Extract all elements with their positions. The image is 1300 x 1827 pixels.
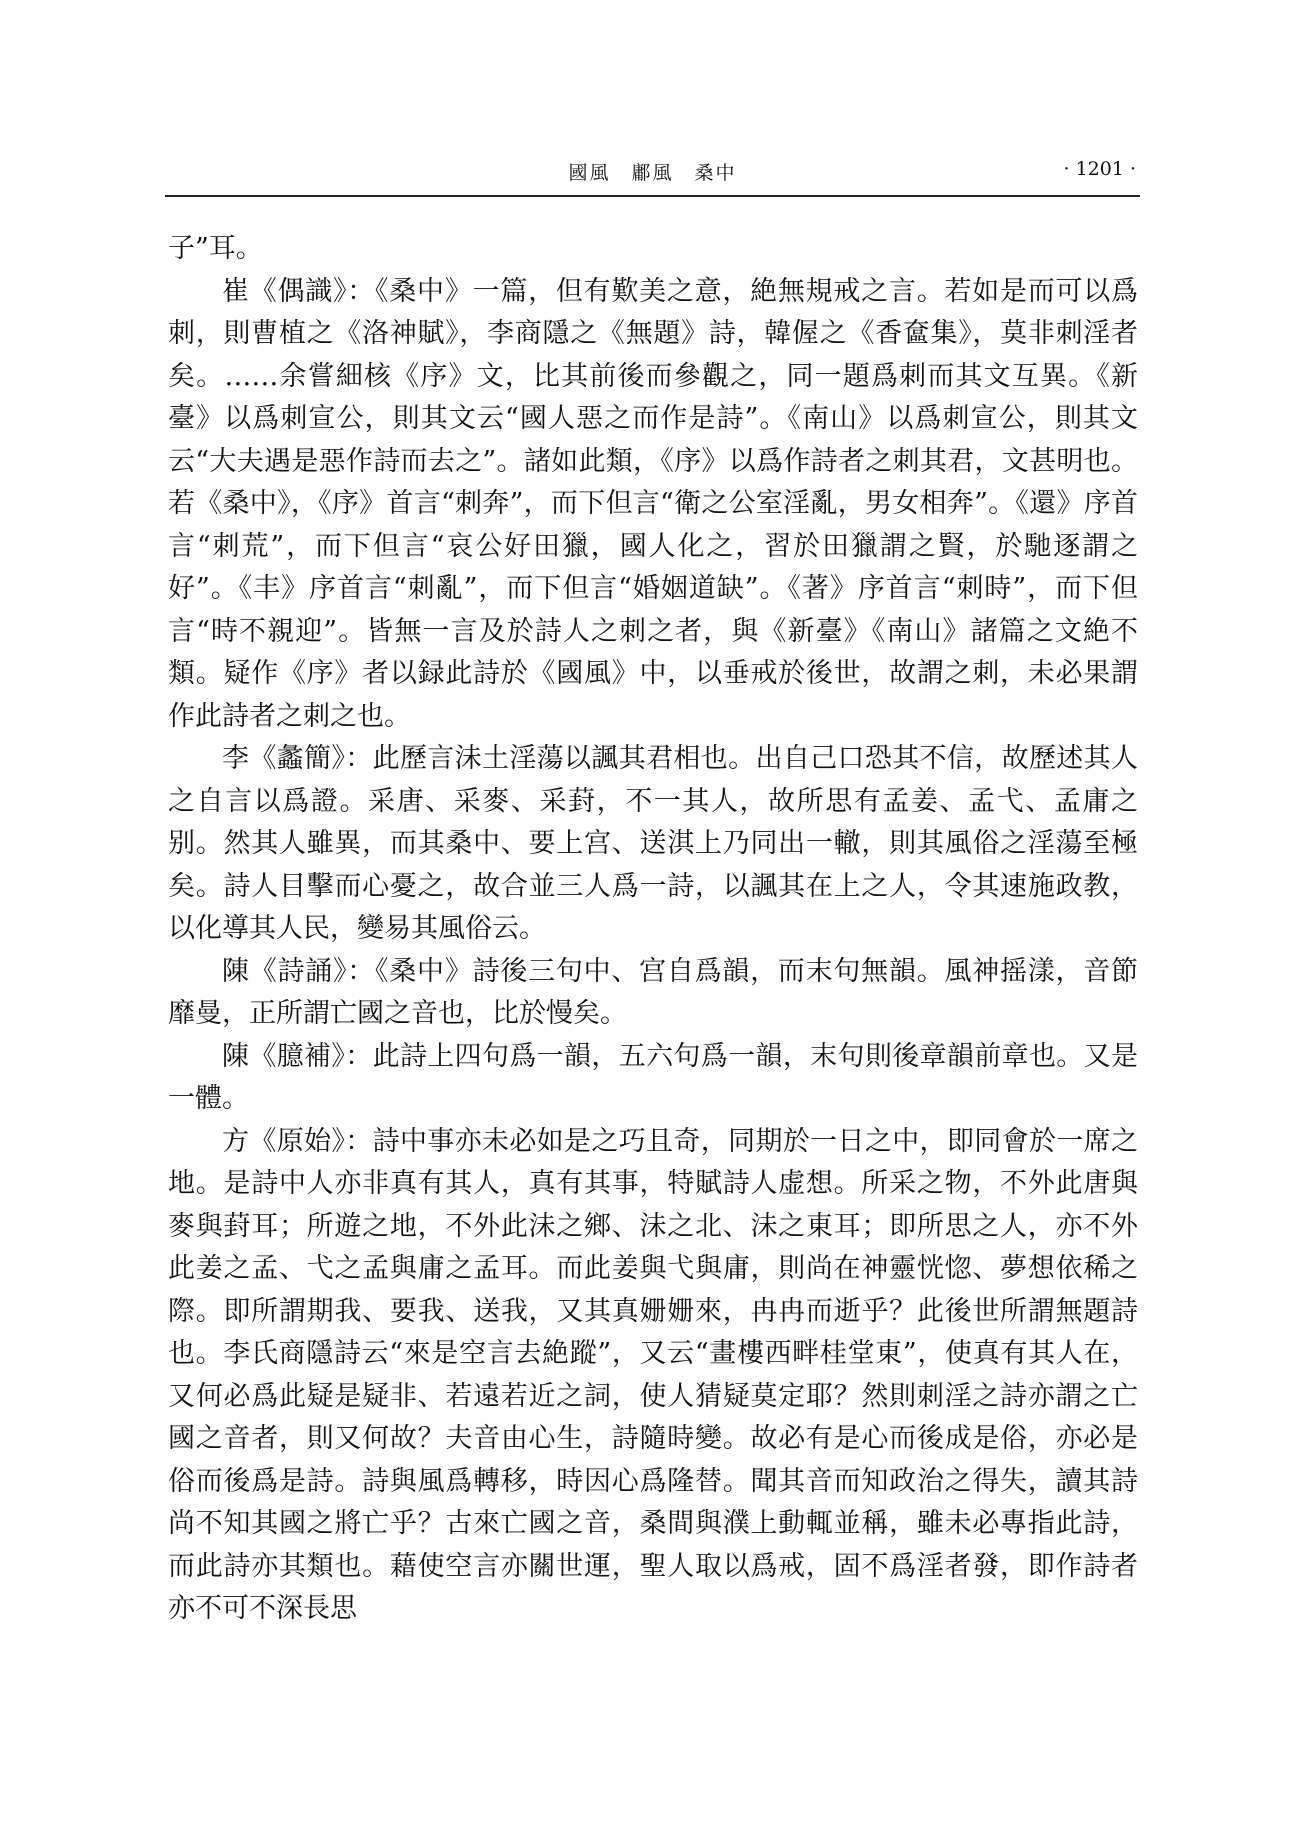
paragraph-fang-yuanshi: 方《原始》：詩中事亦未必如是之巧且奇，同期於一日之中，即同會於一席之地。是詩中人亦非真有其人，真有其事，特賦詩人虚想。所采之物，不外此唐與麥與葑耳；所遊之地，不外此沬之鄉、沬之北、沬之東耳；即所思之人，亦不外此姜之孟、弋之孟與庸之孟耳。而此姜與弋與庸，則尚在神靈恍惚、夢想依稀之際。即所謂期我、要我、送我，又其真姗姗來，冉冉而逝乎？此後世所謂無題詩也。李氏商隱詩云“來是空言去絶蹤”，又云“畫樓西畔桂堂東”，使真有其人在，又何必爲此疑是疑非、若遠若近之詞，使人猜疑莫定耶？然則刺淫之詩亦謂之亡國之音者，則又何故？夫音由心生，詩隨時變。故必有是心而後成是俗，亦必是俗而後爲是詩。詩與風爲轉移，時因心爲隆替。聞其音而知政治之得失，讀其詩尚不知其國之將亡乎？古來亡國之音，桑間與濮上動輒並稱，雖未必專指此詩，而此詩亦其類也。藉使空言亦關世運，聖人取以爲戒，固不爲淫者發，即作詩者亦不可不深長思 [168, 1125, 1138, 1624]
paragraph-cui-ouzhi: 崔《偶識》：《桑中》一篇，但有歎美之意，絶無規戒之言。若如是而可以爲刺，則曹植之《洛神賦》，李商隱之《無題》詩，韓偓之《香奩集》，莫非刺淫者矣。……余嘗細核《序》文，比其前後而參觀之，同一題爲刺而其文互異。《新臺》以爲刺宣公，則其文云“國人惡之而作是詩”。《南山》以爲刺宣公，則其文云“大夫遇是惡作詩而去之”。諸如此類，《序》以爲作詩者之刺其君，文甚明也。若《桑中》，《序》首言“刺奔”，而下但言“衛之公室淫亂，男女相奔”。《還》序首言“刺荒”，而下但言“哀公好田獵，國人化之，習於田獵謂之賢，於馳逐謂之好”。《丰》序首言“刺亂”，而下但言“婚姻道缺”。《著》序首言“刺時”，而下但言“時不親迎”。皆無一言及於詩人之刺之者，與《新臺》《南山》諸篇之文絶不類。疑作《序》者以録此詩於《國風》中，以垂戒於後世，故謂之刺，未必果謂作此詩者之刺之也。 [168, 275, 1138, 732]
page-number: · 1201 · [1063, 158, 1136, 180]
running-header [165, 158, 1140, 194]
paragraph-chen-yibu: 陳《臆補》：此詩上四句爲一韻，五六句爲一韻，末句則後章韻前章也。又是一體。 [168, 1040, 1138, 1114]
body-text [168, 228, 1138, 1631]
paragraph-li-lijian: 李《蠡簡》：此歷言沬土淫蕩以諷其君相也。出自己口恐其不信，故歷述其人之自言以爲證。采唐、采麥、采葑，不一其人，故所思有孟姜、孟弋、孟庸之别。然其人雖異，而其桑中、要上宫、送淇上乃同出一轍，則其風俗之淫蕩至極矣。詩人目擊而心憂之，故合並三人爲一詩，以諷其在上之人，令其速施政教，以化導其人民，變易其風俗云。 [168, 743, 1138, 944]
running-title: 國風 鄘風 桑中 [568, 162, 737, 184]
paragraph-continuation: 子”耳。 [168, 233, 263, 264]
paragraph-chen-shisong: 陳《詩誦》：《桑中》詩後三句中、宫自爲韻，而末句無韻。風神摇漾，音節靡曼，正所謂亡國之音也，比於慢矣。 [168, 955, 1138, 1029]
header-rule [165, 195, 1140, 197]
